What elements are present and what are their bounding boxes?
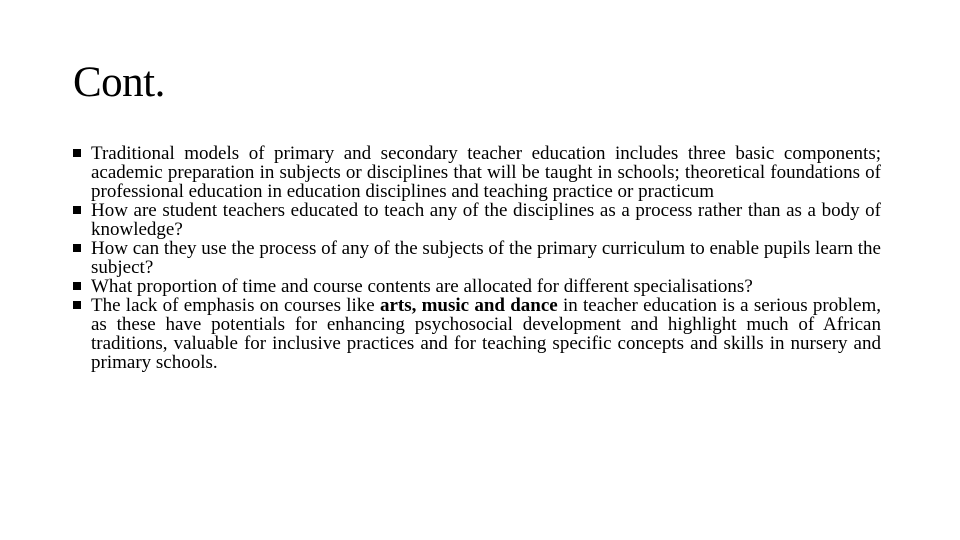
bullet-item [73,277,881,296]
square-bullet-icon [73,244,81,252]
bullet-text: Traditional models of primary and secondary teacher education includes three basic components; academic preparation in subjects or disciplines that will be taught in schools; theoretical foundations of professional education in education disciplines and teaching practice or practicum [91,143,881,202]
slide-title: Cont. [73,59,165,106]
bullet-text: How can they use the process of any of the subjects of the primary curriculum to enable pupils learn the subject? [91,238,881,278]
bullet-text: What proportion of time and course contents are allocated for different specialisations? [91,276,753,297]
bullet-item [73,239,881,277]
bullet-item [73,144,881,201]
square-bullet-icon [73,206,81,214]
bullet-item [73,296,881,372]
bullet-text-emphasis: arts, music and dance [379,295,558,316]
square-bullet-icon [73,301,81,309]
square-bullet-icon [73,149,81,157]
bullet-text: How are student teachers educated to teach any of the disciplines as a process rather than as a body of knowledge? [91,200,881,240]
bullet-list [73,144,881,372]
square-bullet-icon [73,282,81,290]
bullet-text-end: in teacher education is a serious problem, as these have potentials for enhancing psychosocial development and highlight much of African traditions, valuable for inclusive practices and for teaching specific concepts and skills in nursery and primary schools. [91,295,881,373]
bullet-text-start: The lack of emphasis on courses like [91,295,380,316]
bullet-item [73,201,881,239]
